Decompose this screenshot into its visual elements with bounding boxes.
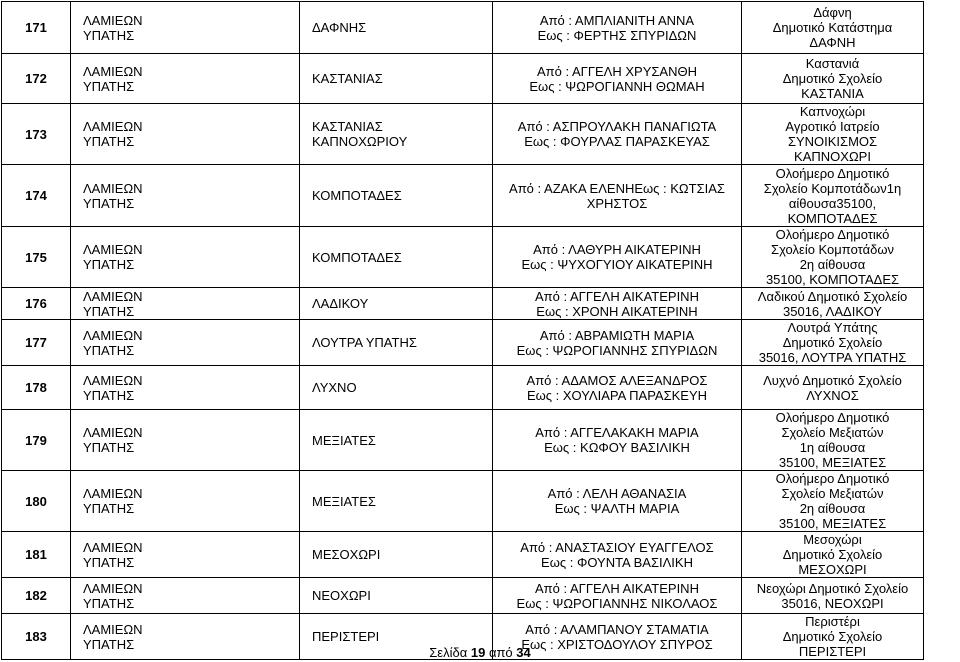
cell-number: 183 <box>2 614 71 660</box>
cell-number: 173 <box>2 104 71 165</box>
cell-number: 174 <box>2 165 71 227</box>
cell-municipality-line: ΛΑΜΙΕΩΝ <box>83 119 143 134</box>
table-row <box>2 320 924 366</box>
cell-municipality-line: ΛΑΜΙΕΩΝ <box>83 242 143 257</box>
cell-surname-range <box>493 471 742 532</box>
cell-district-line: ΚΟΜΠΟΤΑΔΕΣ <box>312 249 402 265</box>
cell-surname-range-line: Από : ΑΓΓΕΛΗ ΑΙΚΑΤΕΡΙΝΗ <box>535 288 699 304</box>
cell-polling-place-line: 2η αίθουσα <box>799 257 866 272</box>
cell-surname-range-line: Από : ΑΓΓΕΛΗ ΑΙΚΑΤΕΡΙΝΗ <box>535 580 699 596</box>
table-body <box>2 2 924 660</box>
cell-surname-range <box>493 578 742 614</box>
cell-municipality-line: ΥΠΑΤΗΣ <box>83 257 135 272</box>
cell-municipality-line: ΛΑΜΙΕΩΝ <box>83 539 143 555</box>
table-row <box>2 578 924 614</box>
cell-district-line: ΔΑΦΝΗΣ <box>312 20 367 35</box>
cell-polling-place <box>742 578 924 614</box>
cell-municipality-line: ΥΠΑΤΗΣ <box>83 387 135 403</box>
cell-municipality-line: ΥΠΑΤΗΣ <box>83 27 135 43</box>
table-row <box>2 165 924 227</box>
cell-polling-place-line: 35100, ΜΕΞΙΑΤΕΣ <box>778 516 887 531</box>
cell-polling-place <box>742 410 924 471</box>
cell-surname-range-line: Εως : ΨΥΧΟΓΥΙΟΥ ΑΙΚΑΤΕΡΙΝΗ <box>521 257 713 272</box>
cell-surname-range-line: Από : ΑΓΓΕΛΗ ΧΡΥΣΑΝΘΗ <box>537 63 697 79</box>
cell-municipality <box>71 578 300 614</box>
cell-district <box>300 165 493 227</box>
cell-polling-place <box>742 104 924 165</box>
cell-municipality-line: ΥΠΑΤΗΣ <box>83 440 135 455</box>
cell-polling-place-line: Λαδικού Δημοτικό Σχολείο <box>757 288 908 304</box>
cell-district-line: ΠΕΡΙΣΤΕΡΙ <box>312 629 380 644</box>
cell-polling-place-line: Αγροτικό Ιατρείο <box>785 119 880 134</box>
cell-polling-place-line: ΣΥΝΟΙΚΙΣΜΟΣ <box>787 134 878 149</box>
polling-stations-table <box>1 1 924 660</box>
table-row <box>2 366 924 410</box>
cell-number: 176 <box>2 288 71 320</box>
table-row <box>2 532 924 578</box>
table-row <box>2 104 924 165</box>
cell-polling-place-line: Δημοτικό Κατάστημα <box>772 20 893 35</box>
cell-district <box>300 288 493 320</box>
cell-polling-place-line: Δάφνη <box>813 5 852 20</box>
cell-surname-range-line: Εως : ΚΩΦΟΥ ΒΑΣΙΛΙΚΗ <box>544 440 690 455</box>
cell-surname-range <box>493 320 742 366</box>
cell-district <box>300 104 493 165</box>
cell-municipality-line: ΥΠΑΤΗΣ <box>83 195 135 211</box>
cell-polling-place-line: 2η αίθουσα <box>799 501 866 516</box>
cell-municipality <box>71 288 300 320</box>
cell-polling-place <box>742 532 924 578</box>
cell-municipality-line: ΥΠΑΤΗΣ <box>83 636 135 652</box>
cell-surname-range-line: Εως : ΧΡΙΣΤΟΔΟΥΛΟΥ ΣΠΥΡΟΣ <box>521 636 713 652</box>
cell-district <box>300 471 493 532</box>
cell-polling-place-line: 35016, ΝΕΟΧΩΡΙ <box>781 595 884 611</box>
cell-polling-place-line: 1η αίθουσα <box>799 440 866 455</box>
cell-polling-place-line: Περιστέρι <box>805 614 860 629</box>
cell-municipality-line: ΥΠΑΤΗΣ <box>83 78 135 94</box>
cell-municipality <box>71 366 300 410</box>
cell-number: 178 <box>2 366 71 410</box>
cell-number: 171 <box>2 2 71 54</box>
cell-polling-place-line: 35100, ΜΕΞΙΑΤΕΣ <box>778 455 887 470</box>
page-footer <box>0 645 960 660</box>
cell-municipality <box>71 227 300 288</box>
cell-surname-range <box>493 288 742 320</box>
cell-polling-place-line: Λουτρά Υπάτης <box>787 320 878 335</box>
cell-polling-place-line: Σχολείο Κομποτάδων <box>771 242 894 257</box>
cell-polling-place <box>742 366 924 410</box>
cell-polling-place-line: Δημοτικό Σχολείο <box>782 629 883 644</box>
cell-surname-range <box>493 165 742 227</box>
cell-municipality-line: ΛΑΜΙΕΩΝ <box>83 12 143 28</box>
cell-polling-place-line: Ολοήμερο Δημοτικό <box>775 410 890 425</box>
cell-surname-range-line: Από : ΑΜΠΛΙΑΝΙΤΗ ΑΝΝΑ <box>539 12 695 28</box>
cell-polling-place-line: 35016, ΛΑΔΙΚΟΥ <box>783 303 882 319</box>
cell-surname-range-line: Από : ΑΓΓΕΛΑΚΑΚΗ ΜΑΡΙΑ <box>535 425 699 440</box>
cell-district-line: ΚΑΣΤΑΝΙΑΣ <box>312 119 383 134</box>
cell-municipality-line: ΥΠΑΤΗΣ <box>83 501 135 516</box>
cell-municipality-line: ΛΑΜΙΕΩΝ <box>83 327 143 343</box>
table-row <box>2 227 924 288</box>
cell-surname-range-line: ΧΡΗΣΤΟΣ <box>586 195 648 211</box>
cell-polling-place-line: αίθουσα35100, <box>788 195 877 211</box>
cell-polling-place-line: Ολοήμερο Δημοτικό <box>775 227 890 242</box>
cell-polling-place-line: Ολοήμερο Δημοτικό <box>775 165 890 181</box>
cell-municipality-line: ΥΠΑΤΗΣ <box>83 303 135 319</box>
cell-polling-place-line: Καστανιά <box>805 56 860 71</box>
cell-municipality <box>71 2 300 54</box>
cell-polling-place-line: Δημοτικό Σχολείο <box>782 547 883 562</box>
cell-municipality-line: ΛΑΜΙΕΩΝ <box>83 580 143 596</box>
cell-district <box>300 320 493 366</box>
cell-polling-place <box>742 227 924 288</box>
table-row <box>2 410 924 471</box>
cell-polling-place-line: Δημοτικό Σχολείο <box>782 335 883 350</box>
cell-district <box>300 366 493 410</box>
cell-surname-range-line: Εως : ΦΟΥΝΤΑ ΒΑΣΙΛΙΚΗ <box>541 554 693 570</box>
cell-polling-place-line: Καπνοχώρι <box>799 104 866 119</box>
cell-polling-place-line: ΔΑΦΝΗ <box>809 35 856 50</box>
cell-polling-place-line: ΚΑΠΝΟΧΩΡΙ <box>794 149 871 164</box>
cell-municipality <box>71 410 300 471</box>
cell-polling-place <box>742 320 924 366</box>
cell-number: 180 <box>2 471 71 532</box>
cell-number: 181 <box>2 532 71 578</box>
cell-municipality <box>71 320 300 366</box>
cell-municipality <box>71 532 300 578</box>
cell-polling-place <box>742 2 924 54</box>
cell-surname-range <box>493 532 742 578</box>
cell-polling-place-line: Μεσοχώρι <box>803 532 862 547</box>
footer-page-label: Σελίδα <box>429 645 468 660</box>
cell-surname-range <box>493 54 742 104</box>
cell-polling-place-line: Λυχνό Δημοτικό Σχολείο <box>763 372 902 388</box>
cell-polling-place-line: Σχολείο Μεξιατών <box>781 425 884 440</box>
cell-surname-range <box>493 2 742 54</box>
table-row <box>2 288 924 320</box>
cell-polling-place-line: 35016, ΛΟΥΤΡΑ ΥΠΑΤΗΣ <box>758 350 907 365</box>
cell-polling-place-line: Δημοτικό Σχολείο <box>782 71 883 86</box>
cell-district-line: ΜΕΞΙΑΤΕΣ <box>312 493 376 509</box>
cell-district-line: ΚΑΠΝΟΧΩΡΙΟΥ <box>312 134 408 149</box>
cell-surname-range <box>493 366 742 410</box>
cell-surname-range-line: Εως : ΦΟΥΡΛΑΣ ΠΑΡΑΣΚΕΥΑΣ <box>524 134 710 149</box>
cell-surname-range-line: Από : ΑΔΑΜΟΣ ΑΛΕΞΑΝΔΡΟΣ <box>526 372 708 388</box>
cell-municipality-line: ΛΑΜΙΕΩΝ <box>83 288 143 304</box>
table-row <box>2 471 924 532</box>
cell-surname-range-line: Εως : ΨΩΡΟΓΙΑΝΝΗΣ ΣΠΥΡΙΔΩΝ <box>516 342 718 358</box>
cell-surname-range-line: Από : ΑΝΑΣΤΑΣΙΟΥ ΕΥΑΓΓΕΛΟΣ <box>520 539 714 555</box>
footer-of-label: από <box>488 645 513 660</box>
cell-polling-place <box>742 54 924 104</box>
cell-municipality <box>71 104 300 165</box>
cell-municipality <box>71 54 300 104</box>
cell-district-line: ΛΑΔΙΚΟΥ <box>312 296 369 311</box>
cell-municipality-line: ΛΑΜΙΕΩΝ <box>83 63 143 79</box>
cell-district <box>300 532 493 578</box>
cell-surname-range-line: Εως : ΦΕΡΤΗΣ ΣΠΥΡΙΔΩΝ <box>537 27 697 43</box>
cell-surname-range-line: Εως : ΨΑΛΤΗ ΜΑΡΙΑ <box>554 501 680 516</box>
cell-surname-range <box>493 410 742 471</box>
footer-page-number: 19 <box>470 645 486 660</box>
cell-municipality <box>71 471 300 532</box>
cell-surname-range-line: Από : ΛΕΛΗ ΑΘΑΝΑΣΙΑ <box>547 486 687 501</box>
cell-district-line: ΛΥΧΝΟ <box>312 380 357 395</box>
cell-district <box>300 54 493 104</box>
cell-polling-place <box>742 165 924 227</box>
cell-surname-range-line: Από : ΑΛΑΜΠΑΝΟΥ ΣΤΑΜΑΤΙΑ <box>525 621 709 637</box>
cell-polling-place <box>742 471 924 532</box>
cell-surname-range-line: Από : ΑΒΡΑΜΙΩΤΗ ΜΑΡΙΑ <box>539 327 695 343</box>
cell-surname-range-line: Εως : ΨΩΡΟΓΙΑΝΝΗ ΘΩΜΑΗ <box>529 78 705 94</box>
cell-municipality-line: ΛΑΜΙΕΩΝ <box>83 486 143 501</box>
cell-district-line: ΝΕΟΧΩΡΙ <box>312 588 371 603</box>
cell-municipality-line: ΛΑΜΙΕΩΝ <box>83 180 143 196</box>
cell-polling-place-line: Νεοχώρι Δημοτικό Σχολείο <box>756 580 909 596</box>
cell-surname-range-line: Εως : ΨΩΡΟΓΙΑΝΝΗΣ ΝΙΚΟΛΑΟΣ <box>516 595 718 611</box>
cell-polling-place-line: Σχολείο Κομποτάδων1η <box>763 180 902 196</box>
cell-municipality-line: ΥΠΑΤΗΣ <box>83 342 135 358</box>
cell-polling-place-line: ΜΕΣΟΧΩΡΙ <box>798 562 867 577</box>
cell-surname-range-line: Από : ΑΣΠΡΟΥΛΑΚΗ ΠΑΝΑΓΙΩΤΑ <box>517 119 717 134</box>
cell-municipality-line: ΥΠΑΤΗΣ <box>83 554 135 570</box>
cell-polling-place <box>742 288 924 320</box>
cell-polling-place-line: ΛΥΧΝΟΣ <box>806 387 859 403</box>
cell-number: 179 <box>2 410 71 471</box>
cell-surname-range-line: Από : ΛΑΘΥΡΗ ΑΙΚΑΤΕΡΙΝΗ <box>533 242 701 257</box>
cell-district-line: ΜΕΞΙΑΤΕΣ <box>312 432 376 448</box>
cell-surname-range-line: Εως : ΧΟΥΛΙΑΡΑ ΠΑΡΑΣΚΕΥΗ <box>526 387 708 403</box>
cell-polling-place-line: Σχολείο Μεξιατών <box>781 486 884 501</box>
cell-district <box>300 578 493 614</box>
cell-municipality-line: ΥΠΑΤΗΣ <box>83 595 135 611</box>
cell-municipality-line: ΛΑΜΙΕΩΝ <box>83 621 143 637</box>
cell-district-line: ΜΕΣΟΧΩΡΙ <box>312 547 381 562</box>
cell-district <box>300 227 493 288</box>
cell-municipality-line: ΛΑΜΙΕΩΝ <box>83 372 143 388</box>
cell-surname-range-line: Από : ΑΖΑΚΑ ΕΛΕΝΗΕως : ΚΩΤΣΙΑΣ <box>509 180 725 196</box>
cell-district-line: ΚΟΜΠΟΤΑΔΕΣ <box>312 188 402 203</box>
cell-surname-range <box>493 104 742 165</box>
cell-municipality-line: ΥΠΑΤΗΣ <box>83 134 135 149</box>
cell-number: 175 <box>2 227 71 288</box>
cell-polling-place-line: ΚΑΣΤΑΝΙΑ <box>801 86 864 101</box>
cell-district-line: ΛΟΥΤΡΑ ΥΠΑΤΗΣ <box>312 335 417 350</box>
cell-district <box>300 410 493 471</box>
cell-district <box>300 2 493 54</box>
cell-number: 182 <box>2 578 71 614</box>
cell-polling-place-line: 35100, ΚΟΜΠΟΤΑΔΕΣ <box>765 272 900 287</box>
footer-page-total: 34 <box>516 645 531 660</box>
cell-surname-range <box>493 227 742 288</box>
cell-district-line: ΚΑΣΤΑΝΙΑΣ <box>312 71 383 86</box>
cell-surname-range-line: Εως : ΧΡΟΝΗ ΑΙΚΑΤΕΡΙΝΗ <box>536 303 698 319</box>
cell-number: 177 <box>2 320 71 366</box>
cell-polling-place-line: ΠΕΡΙΣΤΕΡΙ <box>798 644 867 659</box>
cell-number: 172 <box>2 54 71 104</box>
cell-polling-place-line: Ολοήμερο Δημοτικό <box>775 471 890 486</box>
cell-polling-place-line: ΚΟΜΠΟΤΑΔΕΣ <box>787 210 878 226</box>
cell-municipality <box>71 165 300 227</box>
table-row <box>2 2 924 54</box>
cell-municipality-line: ΛΑΜΙΕΩΝ <box>83 425 143 440</box>
table-row <box>2 54 924 104</box>
